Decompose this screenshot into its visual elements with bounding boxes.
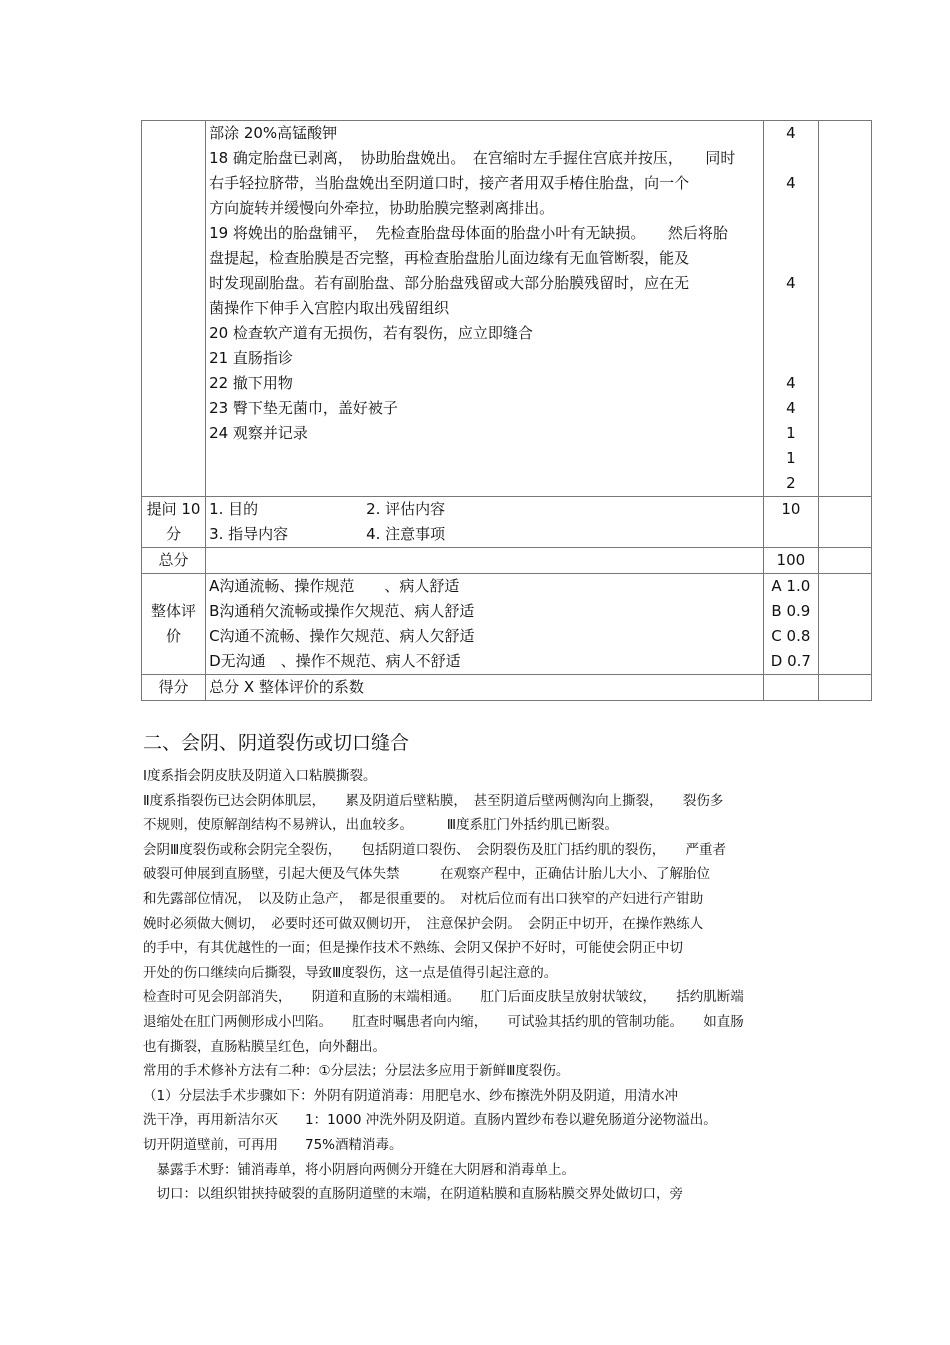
paragraph-line: 暴露手术野：铺消毒单，将小阴唇向两侧分开缝在大阴唇和消毒单上。 — [143, 1161, 575, 1178]
paragraph-line: 会阴Ⅲ度裂伤或称会阴完全裂伤， 包括阴道口裂伤、 会阴裂伤及肛门括约肌的裂伤， 严重者 — [143, 841, 727, 858]
paragraph-line: 不规则，使原解剖结构不易辨认，出血较多。 Ⅲ度系肛门外括约肌已断裂。 — [143, 817, 619, 834]
total-deduct-cell — [818, 548, 871, 574]
overall-items-cell — [206, 574, 764, 675]
overall-coef-cell — [763, 574, 818, 675]
step-line: 19 将娩出的胎盘铺平， 先检查胎盘母体面的胎盘小叶有无缺损。 然后将胎 — [209, 224, 728, 242]
step-score: 4 — [786, 174, 796, 192]
overall-label-line1: 整体评 — [151, 602, 197, 620]
steps-deduct-cell — [818, 121, 871, 497]
question-deduct-cell — [818, 497, 871, 548]
paragraph-line: 的手中，有其优越性的一面；但是操作技术不熟练、会阴又保护不好时，可能使会阴正中切 — [143, 940, 683, 957]
step-score: 4 — [786, 124, 796, 142]
paragraph-line: 切口：以组织钳挟持破裂的直肠阴道壁的末端，在阴道粘膜和直肠粘膜交界处做切口，旁 — [143, 1186, 683, 1203]
result-label: 得分 — [142, 675, 206, 701]
paragraph-line: 开处的伤口继续向后撕裂，导致Ⅲ度裂伤，这一点是值得引起注意的。 — [143, 964, 558, 981]
overall-label-line2: 价 — [166, 627, 182, 645]
question-label-line2: 分 — [166, 525, 182, 543]
step-line: 盘提起，检查胎膜是否完整，再检查胎盘胎儿面边缘有无血管断裂，能及 — [209, 249, 690, 267]
result-score-cell — [763, 675, 818, 701]
total-score: 100 — [763, 548, 818, 574]
step-line: 右手轻拉脐带，当胎盘娩出至阴道口时，接产者用双手椿住胎盘，向一个 — [209, 174, 690, 192]
paragraph-line: 洗干净，再用新洁尔灭 1：1000 冲洗外阴及阴道。直肠内置纱布卷以避免肠道分泌物溢出。 — [143, 1112, 717, 1129]
overall-coef-c: C 0.8 — [771, 627, 811, 645]
question-score: 10 — [763, 497, 818, 548]
result-row — [142, 675, 872, 701]
paragraph-line: 破裂可伸展到直肠壁，引起大便及气体失禁 在观察产程中，正确估计胎儿大小、了解胎位 — [143, 866, 710, 883]
question-row — [142, 497, 872, 548]
overall-coef-a: A 1.0 — [771, 577, 811, 595]
step-line: 23 臀下垫无菌巾，盖好被子 — [209, 399, 398, 417]
paragraph-line: 切开阴道壁前，可再用 75%酒精消毒。 — [143, 1136, 403, 1153]
section-body — [143, 764, 833, 1207]
overall-coef-d: D 0.7 — [770, 652, 811, 670]
step-score — [767, 221, 815, 246]
result-text: 总分 X 整体评价的系数 — [206, 675, 764, 701]
steps-row — [142, 121, 872, 497]
overall-row — [142, 574, 872, 675]
step-score: 4 — [786, 274, 796, 292]
total-row — [142, 548, 872, 574]
step-score: 2 — [786, 474, 796, 492]
paragraph-line: 和先露部位情况， 以及防止急产， 都是很重要的。 对枕后位而有出口狭窄的产妇进行产钳助 — [143, 890, 704, 907]
section-title: 二、会阴、阴道裂伤或切口缝合 — [143, 732, 410, 754]
paragraph-line: 常用的手术修补方法有二种：①分层法；分层法多应用于新鲜Ⅲ度裂伤。 — [143, 1063, 570, 1080]
steps-score-cell — [763, 121, 818, 497]
step-line: 18 确定胎盘已剥离， 协助胎盘娩出。 在宫缩时左手握住宫底并按压， 同时 — [209, 149, 736, 167]
step-line: 21 直肠指诊 — [209, 349, 293, 367]
overall-label-cell — [142, 574, 206, 675]
step-score — [767, 146, 815, 171]
question-item-1: 1. 目的 — [209, 500, 259, 518]
overall-coef-b: B 0.9 — [771, 602, 811, 620]
step-line: 时发现副胎盘。若有副胎盘、部分胎盘残留或大部分胎膜残留时，应在无 — [209, 274, 690, 292]
step-line: 方向旋转并缓慢向外牵拉，协助胎膜完整剥离排出。 — [209, 199, 555, 217]
question-label-line1: 提问 10 — [146, 500, 201, 518]
step-line: 菌操作下伸手入宫腔内取出残留组织 — [209, 299, 450, 317]
steps-label-cell — [142, 121, 206, 497]
overall-item-c: C沟通不流畅、操作欠规范、病人欠舒适 — [209, 627, 475, 645]
paragraph-line: Ⅱ度系指裂伤已达会阴体肌层， 累及阴道后壁粘膜， 甚至阴道后壁两侧沟向上撕裂， 裂伤多 — [143, 792, 724, 809]
paragraph-line: 也有撕裂，直肠粘膜呈红色，向外翻出。 — [143, 1038, 386, 1055]
paragraph-line: （1）分层法手术步骤如下：外阴有阴道消毒：用肥皂水、纱布擦洗外阴及阴道，用清水冲 — [143, 1087, 679, 1104]
step-line: 部涂 20%高锰酸钾 — [209, 124, 338, 142]
step-score: 1 — [786, 424, 796, 442]
question-item-3: 3. 指导内容 — [209, 525, 289, 543]
overall-item-a: A沟通流畅、操作规范 、病人舒适 — [209, 577, 460, 595]
total-content-cell — [206, 548, 764, 574]
step-score: 4 — [786, 374, 796, 392]
step-score: 1 — [786, 449, 796, 467]
overall-item-d: D无沟通 、操作不规范、病人不舒适 — [209, 652, 461, 670]
step-score — [767, 246, 815, 271]
paragraph-line: 退缩处在肛门两侧形成小凹陷。 肛查时嘱患者向内缩， 可试验其括约肌的管制功能。 如直肠 — [143, 1013, 744, 1030]
total-label: 总分 — [142, 548, 206, 574]
steps-content-cell — [206, 121, 764, 497]
step-score — [767, 321, 815, 346]
step-line — [209, 446, 760, 471]
step-score — [767, 196, 815, 221]
overall-item-b: B沟通稍欠流畅或操作欠规范、病人舒适 — [209, 602, 475, 620]
step-score: 4 — [786, 399, 796, 417]
step-score — [767, 296, 815, 321]
result-deduct-cell — [818, 675, 871, 701]
step-line: 20 检查软产道有无损伤，若有裂伤，应立即缝合 — [209, 324, 533, 342]
question-label-cell — [142, 497, 206, 548]
step-line: 22 撤下用物 — [209, 374, 293, 392]
question-item-2: 2. 评估内容 — [366, 500, 446, 518]
question-item-4: 4. 注意事项 — [366, 525, 446, 543]
paragraph-line: 娩时必须做大侧切， 必要时还可做双侧切开， 注意保护会阴。 会阴正中切开，在操作熟练人 — [143, 915, 704, 932]
step-score — [767, 346, 815, 371]
paragraph-line: 检查时可见会阴部消失， 阴道和直肠的末端相通。 肛门后面皮肤呈放射状皱纹， 括约肌断端 — [143, 989, 744, 1006]
step-line: 24 观察并记录 — [209, 424, 308, 442]
scoring-table — [141, 120, 872, 701]
question-items-cell — [206, 497, 764, 548]
overall-deduct-cell — [818, 574, 871, 675]
paragraph-line: Ⅰ度系指会阴皮肤及阴道入口粘膜撕裂。 — [143, 768, 377, 784]
